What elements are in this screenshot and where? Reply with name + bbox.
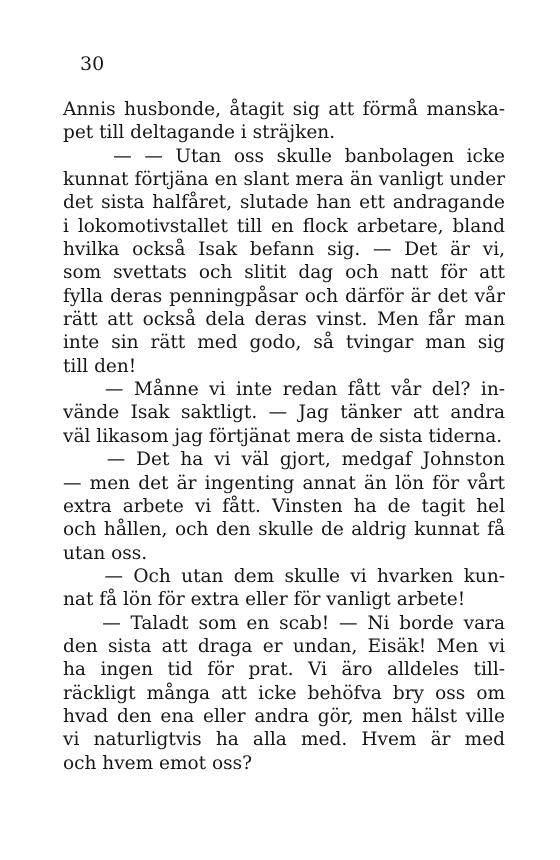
text-line: — Det ha vi väl gjort, medgaf Johnston [63,449,505,471]
text-line: utan oss. [63,542,148,564]
body-text [63,98,505,775]
text-line: — Och utan dem skulle vi hvarken kun- [63,565,505,587]
text-line: den sista att draga er undan, Eisäk! Men vi [63,635,505,657]
text-line: nat få lön för extra eller för vanligt arbete! [63,589,466,611]
text-line: ha ingen tid för prat. Vi äro alldeles till- [63,659,505,681]
text-line: inte sin rätt med godo, så tvingar man sig [63,332,505,354]
text-line: hvilka också Isak befann sig. — Det är vi, [63,239,505,261]
text-line: väl likasom jag förtjänat mera de sista tiderna. [63,425,503,447]
text-line: extra arbete vi fått. Vinsten ha de tagit hel [63,495,505,517]
text-line: — — Utan oss skulle banbolagen icke [63,145,505,167]
text-line: det sista halfåret, slutade han ett andragande [63,192,505,214]
text-line: — Månne vi inte redan fått vår del? in- [63,379,505,401]
text-line: hvad den ena eller andra gör, men hälst ville [63,705,505,727]
text-line: i lokomotivstallet till en flock arbetare, bland [63,215,505,237]
text-line: rätt att också dela deras vinst. Men får man [63,309,505,331]
text-line: som svettats och slitit dag och natt för att [63,262,505,284]
text-line: till den! [63,355,137,377]
text-line: kunnat förtjäna en slant mera än vanligt under [63,169,505,191]
text-line: vände Isak saktligt. — Jag tänker att andra [63,402,505,424]
page-number: 30 [80,53,105,75]
text-line: — Taladt som en scab! — Ni borde vara [63,612,505,634]
text-line: och hållen, och den skulle de aldrig kunnat få [63,519,505,541]
text-line: — men det är ingenting annat än lön för vårt [63,472,505,494]
text-line: Annis husbonde, åtagit sig att förmå manska- [63,99,505,120]
text-line: fylla deras penningpåsar och därför är det vår [63,285,505,307]
text-line: pet till deltagande i sträjken. [63,122,336,144]
text-line: vi naturligtvis ha alla med. Hvem är med [63,729,505,751]
text-line: räckligt många att icke behöfva bry oss om [63,682,505,704]
text-line: och hvem emot oss? [63,752,253,774]
